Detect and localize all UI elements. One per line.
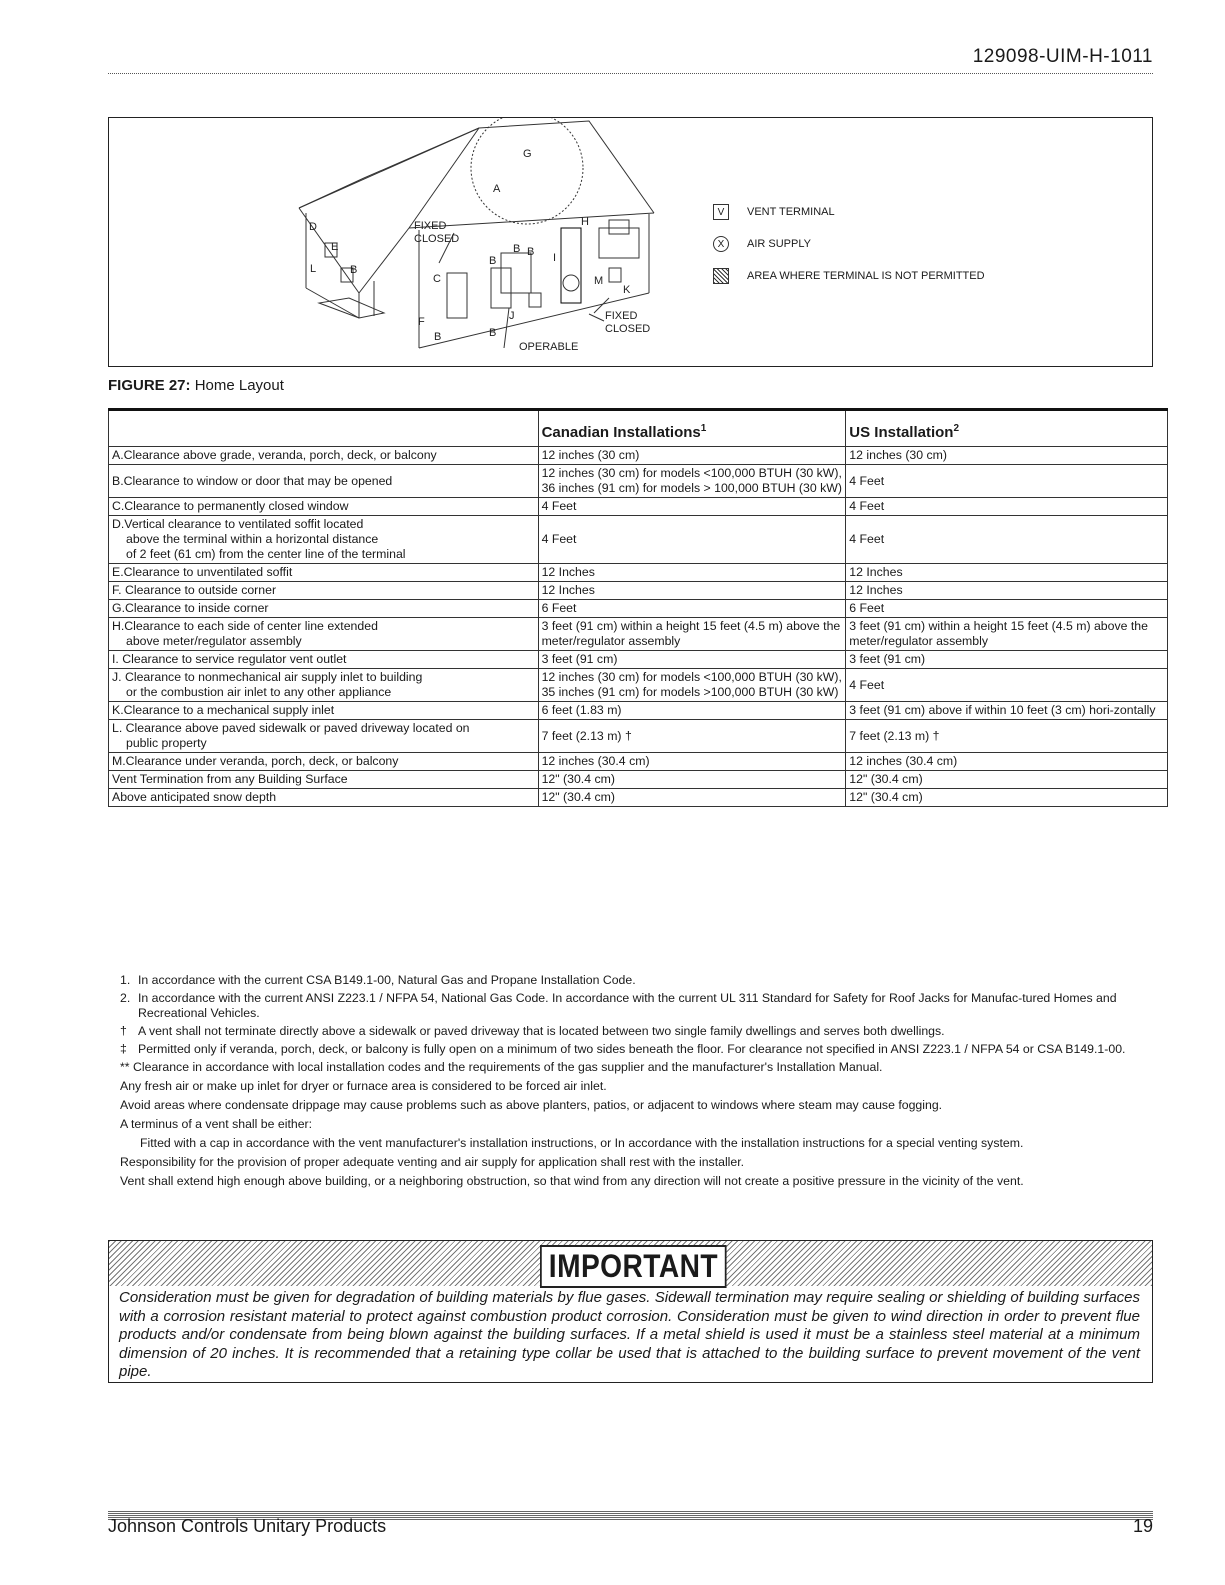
figure-title: Home Layout [194,377,284,394]
cell-canadian: 6 Feet [538,600,846,618]
label-fixed-2: FIXED [605,310,638,322]
table-row [109,669,1168,702]
legend-label: AREA WHERE TERMINAL IS NOT PERMITTED [747,270,985,282]
cell-clearance: D.Vertical clearance to ventilated soffit located above the terminal within a horizontal distance of 2 feet (61 cm) from the center line of the terminal [109,516,539,564]
table-row [109,720,1168,753]
header-blank [109,410,539,447]
note-paragraph: A terminus of a vent shall be either: [120,1117,313,1131]
footnote: 2. In accordance with the current ANSI Z223.1 / NFPA 54, National Gas Code. In accordance with the current UL 311 Standard for Safety for Roof Jacks for Manufac-tured Homes and Recreational Vehicles. [120,991,1117,1020]
table-row [109,564,1168,582]
label-closed-2: CLOSED [605,323,651,335]
label-operable: OPERABLE [519,341,579,353]
label-m: M [594,275,604,287]
cell-us: 12 inches (30.4 cm) [846,753,1168,771]
cell-clearance: K.Clearance to a mechanical supply inlet [109,702,539,720]
cell-clearance: Above anticipated snow depth [109,789,539,807]
clearance-table [108,408,1168,807]
cell-clearance: G.Clearance to inside corner [109,600,539,618]
cell-canadian: 6 feet (1.83 m) [538,702,846,720]
cell-canadian: 7 feet (2.13 m) † [538,720,846,753]
air-supply-icon: X [713,236,729,252]
table-row [109,771,1168,789]
figure-home-layout [108,117,1153,367]
cell-clearance: Vent Termination from any Building Surface [109,771,539,789]
label-h: H [581,216,589,228]
table-row [109,753,1168,771]
note-paragraph: Any fresh air or make up inlet for dryer or furnace area is considered to be forced air inlet. [120,1079,607,1093]
label-b-5: B [527,246,535,258]
cell-us: 3 feet (91 cm) [846,651,1168,669]
cell-canadian: 12" (30.4 cm) [538,789,846,807]
note-paragraph: Fitted with a cap in accordance with the vent manufacturer's installation instructions, or In accordance with the installation instructions for a special venting system. [140,1136,1024,1150]
header-us: US Installation$^2$ [846,410,1168,447]
legend-label: AIR SUPPLY [747,238,811,250]
important-notice [108,1240,1153,1383]
note-paragraph: ** Clearance in accordance with local installation codes and the requirements of the gas supplier and the manufacturer's Installation Manual. [120,1060,883,1074]
important-title: IMPORTANT [540,1245,727,1288]
label-closed: CLOSED [414,233,460,245]
table-row [109,447,1168,465]
label-g: G [523,148,532,160]
cell-us: 12" (30.4 cm) [846,771,1168,789]
footnote: ‡ Permitted only if veranda, porch, deck, or balcony is fully open on a minimum of two sides beneath the floor. For clearance not specified in ANSI Z223.1 / NFPA 54 or CSA B149.1-00. [120,1042,1126,1056]
label-k: K [623,284,631,296]
cell-us: 12 Inches [846,564,1168,582]
label-b-3: B [489,255,497,267]
label-j: J [509,310,515,322]
cell-us: 4 Feet [846,498,1168,516]
note-paragraph: Responsibility for the provision of proper adequate venting and air supply for application shall rest with the installer. [120,1155,745,1169]
cell-canadian: 12 inches (30 cm) for models <100,000 BTUH (30 kW), 36 inches (91 cm) for models > 100,000 BTUH (30 kW) [538,465,846,498]
house-diagram [109,118,1151,365]
header-rule [108,73,1153,75]
label-a: A [493,183,501,195]
table-row [109,618,1168,651]
cell-clearance: E.Clearance to unventilated soffit [109,564,539,582]
legend-label: VENT TERMINAL [747,206,835,218]
table-row [109,498,1168,516]
cell-us: 4 Feet [846,516,1168,564]
hatched-area-icon [713,268,729,284]
cell-canadian: 3 feet (91 cm) [538,651,846,669]
table-row [109,789,1168,807]
table-row [109,516,1168,564]
cell-clearance: H.Clearance to each side of center line extended above meter/regulator assembly [109,618,539,651]
label-d: D [309,221,317,233]
label-l: L [310,263,317,275]
footnote: † A vent shall not terminate directly above a sidewalk or paved driveway that is located between two single family dwellings and serves both dwellings. [120,1024,945,1038]
cell-clearance: C.Clearance to permanently closed window [109,498,539,516]
cell-canadian: 12 inches (30 cm) for models <100,000 BTUH (30 kW), 35 inches (91 cm) for models >100,000 BTUH (30 kW) [538,669,846,702]
cell-us: 4 Feet [846,465,1168,498]
figure-legend [713,196,985,292]
header-canadian: Canadian Installations$^1$ [538,410,846,447]
label-b-6: B [489,327,497,339]
cell-canadian: 4 Feet [538,516,846,564]
table-row [109,600,1168,618]
cell-us: 7 feet (2.13 m) † [846,720,1168,753]
label-b-2: B [434,331,442,343]
cell-canadian: 4 Feet [538,498,846,516]
cell-canadian: 3 feet (91 cm) within a height 15 feet (4.5 m) above the meter/regulator assembly [538,618,846,651]
notes-section [120,973,1155,1193]
table-row [109,465,1168,498]
note-paragraph: Vent shall extend high enough above building, or a neighboring obstruction, so that wind from any direction will not create a positive pressure in the vicinity of the vent. [120,1174,1024,1188]
cell-us: 4 Feet [846,669,1168,702]
cell-us: 12 Inches [846,582,1168,600]
table-row [109,702,1168,720]
cell-canadian: 12" (30.4 cm) [538,771,846,789]
cell-us: 3 feet (91 cm) within a height 15 feet (4.5 m) above the meter/regulator assembly [846,618,1168,651]
table-row [109,582,1168,600]
label-b-4: B [513,243,521,255]
document-id: 129098-UIM-H-1011 [972,46,1153,67]
label-fixed: FIXED [414,220,447,232]
cell-canadian: 12 Inches [538,582,846,600]
page-number: 19 [1132,1516,1153,1536]
vent-terminal-icon: V [713,204,729,220]
label-b-1: B [350,264,358,276]
legend-row-air [713,228,985,260]
cell-us: 12" (30.4 cm) [846,789,1168,807]
footer-company: Johnson Controls Unitary Products [108,1516,387,1536]
legend-row-vent [713,196,985,228]
cell-clearance: F. Clearance to outside corner [109,582,539,600]
cell-clearance: M.Clearance under veranda, porch, deck, or balcony [109,753,539,771]
table-row [109,651,1168,669]
important-text: Consideration must be given for degradation of building materials by flue gases. Sidewall termination may require sealing or shielding of building surfaces with a corrosion resistant material to protect against combustion product corrosion. Consideration must be given to wind direction in order to prevent flue products and/or condensate from being blown against the building surfaces. If a metal shield is used it must be a stainless steel material at a minimum dimension of 20 inches. It is recommended that a retaining type collar be used that is attached to the building surface to prevent movement of the vent pipe. [119,1289,1140,1380]
table-header-row [109,410,1168,447]
cell-us: 12 inches (30 cm) [846,447,1168,465]
cell-us: 6 Feet [846,600,1168,618]
label-f: F [418,316,425,328]
cell-clearance: B.Clearance to window or door that may be opened [109,465,539,498]
cell-canadian: 12 inches (30 cm) [538,447,846,465]
figure-caption [108,377,284,394]
footnote: 1. In accordance with the current CSA B149.1-00, Natural Gas and Propane Installation Code. [120,973,636,987]
cell-clearance: J. Clearance to nonmechanical air supply inlet to building or the combustion air inlet to any other appliance [109,669,539,702]
cell-canadian: 12 Inches [538,564,846,582]
label-e: E [331,241,339,253]
cell-clearance: A.Clearance above grade, veranda, porch, deck, or balcony [109,447,539,465]
cell-us: 3 feet (91 cm) above if within 10 feet (3 cm) hori-zontally [846,702,1168,720]
cell-clearance: L. Clearance above paved sidewalk or paved driveway located on public property [109,720,539,753]
label-i: I [553,252,557,264]
legend-row-area [713,260,985,292]
label-c: C [433,273,441,285]
note-paragraph: Avoid areas where condensate drippage may cause problems such as above planters, patios, or adjacent to windows where steam may cause fogging. [120,1098,943,1112]
cell-clearance: I. Clearance to service regulator vent outlet [109,651,539,669]
cell-canadian: 12 inches (30.4 cm) [538,753,846,771]
figure-number: FIGURE 27: [108,377,191,394]
